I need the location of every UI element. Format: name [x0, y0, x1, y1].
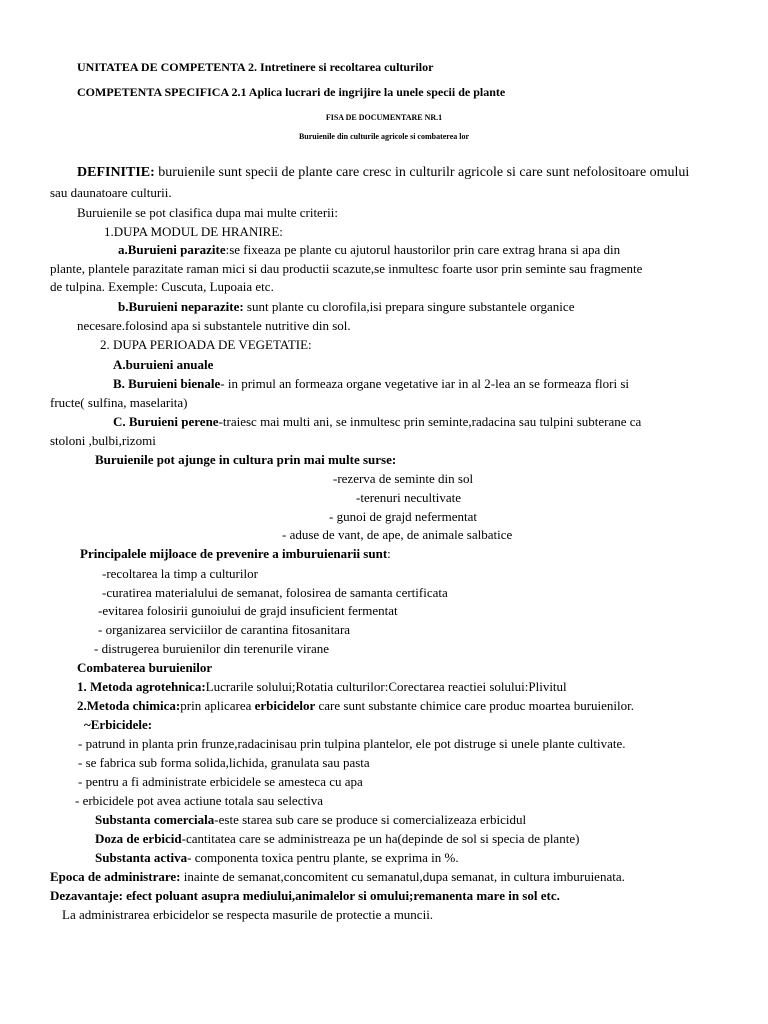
- sources-heading: Buruienile pot ajunge in cultura prin mai multe surse:: [95, 452, 397, 467]
- classification-intro: Buruienile se pot clasifica dupa mai multe criterii:: [77, 205, 338, 220]
- control-heading: Combaterea buruienilor: [77, 660, 213, 675]
- active-substance-text: - componenta toxica pentru plante, se exprima in %.: [187, 850, 459, 865]
- perennial-weeds-text: -traiesc mai multi ani, se inmultesc prin seminte,radacina sau tulpini subterane ca: [218, 414, 642, 429]
- commercial-substance-line: [95, 811, 526, 829]
- definition-text-cont: sau daunatoare culturii.: [50, 185, 172, 200]
- prevention-heading-line: [80, 545, 391, 563]
- biennial-weeds-line: [113, 375, 629, 393]
- herbicide-item: - pentru a fi administrate erbicidele se amesteca cu apa: [78, 774, 363, 789]
- source-item: - aduse de vant, de ape, de animale salbatice: [282, 527, 513, 542]
- prevention-item: -evitarea folosirii gunoiului de grajd insuficient fermentat: [98, 603, 398, 618]
- unit-heading: UNITATEA DE COMPETENTA 2. Intretinere si recoltarea culturilor: [77, 60, 434, 74]
- source-item: -rezerva de seminte din sol: [333, 471, 474, 486]
- prevention-item: -recoltarea la timp a culturilor: [102, 566, 258, 581]
- herbicide-item: - erbicidele pot avea actiune totala sau selectiva: [75, 793, 323, 808]
- source-item: - gunoi de grajd nefermentat: [329, 509, 477, 524]
- perennial-weeds-label: C. Buruieni perene: [113, 414, 219, 429]
- chemical-method-text-end: care sunt substante chimice care produc moartea buruienilor.: [315, 698, 635, 713]
- commercial-substance-label: Substanta comerciala: [95, 812, 215, 827]
- nonparasitic-weeds-label: b.Buruieni neparazite:: [118, 299, 244, 314]
- document-title: FISA DE DOCUMENTARE NR.1: [325, 113, 443, 122]
- definition-line: [77, 164, 689, 182]
- active-substance-line: [95, 849, 459, 867]
- prevention-heading: Principalele mijloace de prevenire a imburuienarii sunt: [80, 546, 388, 561]
- herbicide-item: - se fabrica sub forma solida,lichida, granulata sau pasta: [78, 755, 370, 770]
- competence-heading: COMPETENTA SPECIFICA 2.1 Aplica lucrari de ingrijire la unele specii de plante: [77, 85, 506, 99]
- parasitic-weeds-label: a.Buruieni parazite: [118, 242, 226, 257]
- prevention-item: - distrugerea buruienilor din terenurile virane: [94, 641, 329, 656]
- chemical-method-line: [77, 697, 634, 715]
- parasitic-weeds-text-cont: plante, plantele parazitate raman mici si dau productii scazute,se inmultesc foarte usor prin seminte sau fragmente: [50, 261, 643, 276]
- commercial-substance-text: -este starea sub care se produce si comercializeaza erbicidul: [214, 812, 527, 827]
- administration-epoch-label: Epoca de administrare:: [50, 869, 181, 884]
- parasitic-weeds-examples: de tulpina. Exemple: Cuscuta, Lupoaia etc.: [50, 279, 274, 294]
- parasitic-weeds-line: [118, 241, 620, 259]
- prevention-item: -curatirea materialului de semanat, folosirea de samanta certificata: [102, 585, 448, 600]
- agrotechnical-method-line: [77, 678, 567, 696]
- herbicide-dose-text: -cantitatea care se administreaza pe un ha(depinde de sol si specia de plante): [181, 831, 580, 846]
- nonparasitic-weeds-line: [118, 298, 574, 316]
- active-substance-label: Substanta activa: [95, 850, 188, 865]
- herbicides-heading: ~Erbicidele:: [84, 717, 153, 732]
- chemical-method-label: 2.Metoda chimica:: [77, 698, 181, 713]
- criterion-2-heading: 2. DUPA PERIOADA DE VEGETATIE:: [100, 337, 312, 352]
- source-item: -terenuri necultivate: [356, 490, 462, 505]
- herbicide-dose-line: [95, 830, 579, 848]
- administration-epoch-text: inainte de semanat,concomitent cu semanatul,dupa semanat, in cultura imburuienata.: [180, 869, 625, 884]
- document-subtitle: Buruienile din culturile agricole si combaterea lor: [298, 132, 470, 141]
- disadvantages-line: Dezavantaje: efect poluant asupra mediului,animalelor si omului;remanenta mare in sol etc.: [50, 888, 560, 903]
- annual-weeds-label: A.buruieni anuale: [113, 357, 214, 372]
- nonparasitic-weeds-text: sunt plante cu clorofila,isi prepara singure substantele organice: [243, 299, 575, 314]
- definition-label: DEFINITIE:: [77, 165, 155, 180]
- prevention-colon: :: [387, 546, 391, 561]
- biennial-weeds-text: - in primul an formeaza organe vegetative iar in al 2-lea an se formeaza flori si: [220, 376, 629, 391]
- definition-text: buruienile sunt specii de plante care cresc in culturilr agricole si care sunt nefolositoare omului: [154, 165, 690, 180]
- safety-note: La administrarea erbicidelor se respecta masurile de protectie a muncii.: [62, 907, 434, 922]
- agrotechnical-method-label: 1. Metoda agrotehnica:: [77, 679, 206, 694]
- perennial-weeds-examples: stoloni ,bulbi,rizomi: [50, 433, 156, 448]
- herbicides-term: erbicidelor: [254, 698, 316, 713]
- perennial-weeds-line: [113, 413, 641, 431]
- biennial-weeds-examples: fructe( sulfina, maselarita): [50, 395, 188, 410]
- parasitic-weeds-text: :se fixeaza pe plante cu ajutorul haustorilor prin care extrag hrana si apa din: [225, 242, 621, 257]
- criterion-1-heading: 1.DUPA MODUL DE HRANIRE:: [104, 224, 283, 239]
- herbicide-dose-label: Doza de erbicid: [95, 831, 182, 846]
- prevention-item: - organizarea serviciilor de carantina fitosanitara: [98, 622, 351, 637]
- nonparasitic-weeds-text-cont: necesare.folosind apa si substantele nutritive din sol.: [77, 318, 351, 333]
- chemical-method-text: prin aplicarea: [180, 698, 255, 713]
- agrotechnical-method-text: Lucrarile solului;Rotatia culturilor:Corectarea reactiei solului:Plivitul: [205, 679, 567, 694]
- biennial-weeds-label: B. Buruieni bienale: [113, 376, 221, 391]
- herbicide-item: - patrund in planta prin frunze,radacinisau prin tulpina plantelor, ele pot distruge si unele plante cultivate.: [78, 736, 626, 751]
- administration-epoch-line: [50, 868, 625, 886]
